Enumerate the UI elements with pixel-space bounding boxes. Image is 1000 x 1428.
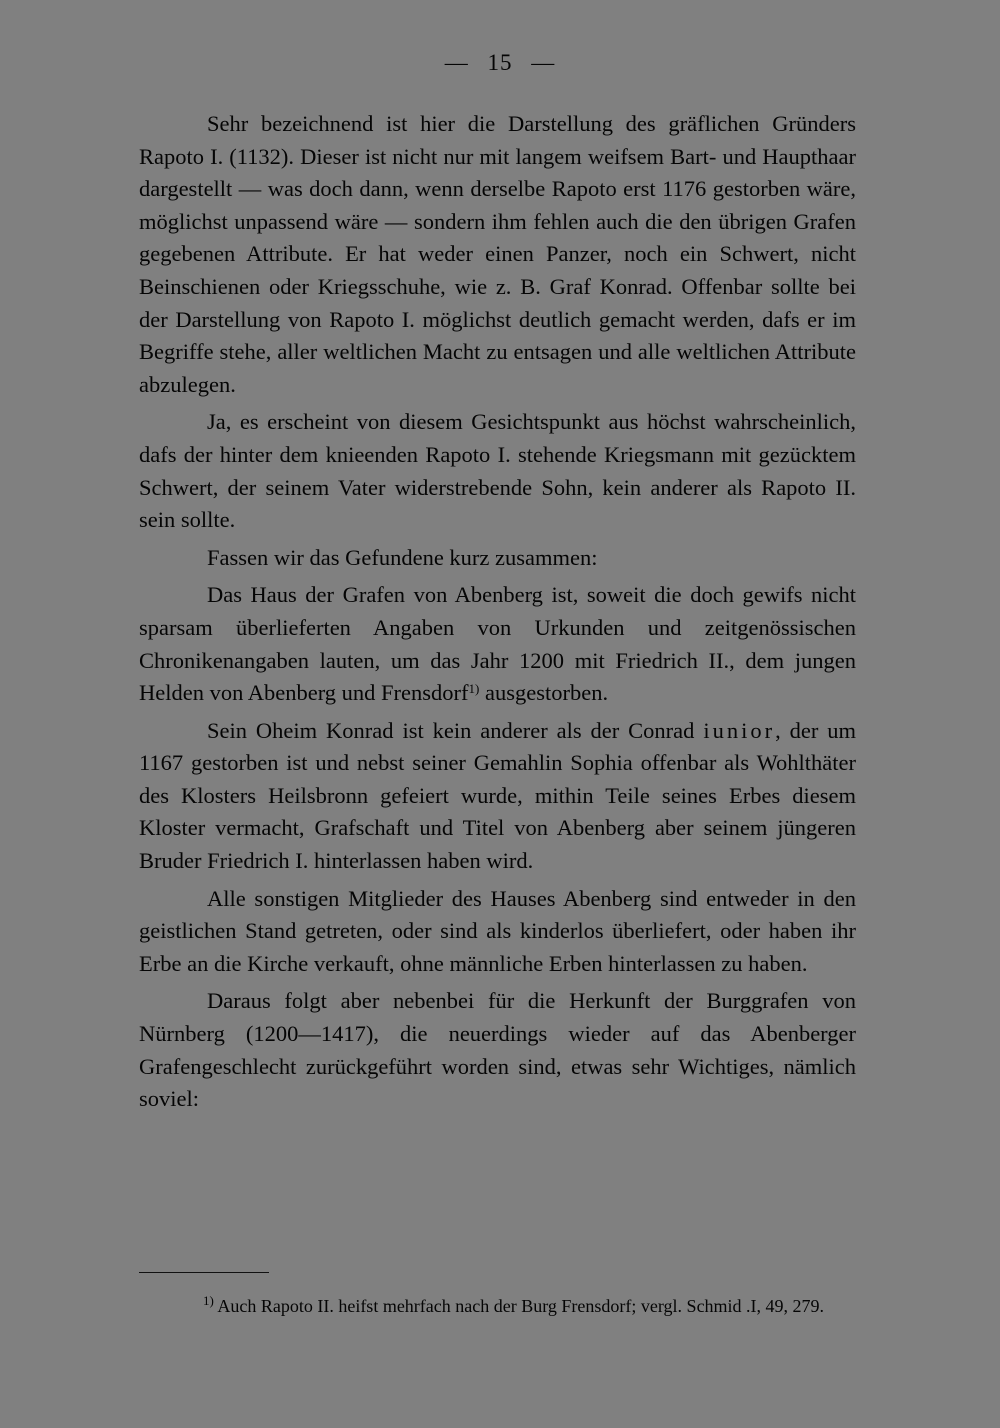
footnote-divider xyxy=(139,1272,269,1273)
paragraph-5-start: Sein Oheim Konrad ist kein anderer als der Conrad xyxy=(207,717,704,743)
spaced-emphasis: iunior xyxy=(703,717,776,743)
paragraph-5 xyxy=(139,715,856,878)
footnote xyxy=(139,1294,861,1318)
page-number: — 15 — xyxy=(444,50,556,75)
paragraph-5-rest: , der um 1167 gestorben ist und nebst seiner Gemahlin Sophia offenbar als Wohlthäter des Klosters Heilsbronn gefeiert wurde, mithin Teile seines Erbes diesem Kloster vermacht, Grafschaft und Titel von Abenberg aber seinem jüngeren Bruder Friedrich I. hinterlassen haben wird. xyxy=(139,717,857,874)
footnote-reference: 1) xyxy=(468,681,480,697)
paragraph-3: Fassen wir das Gefundene kurz zusammen: xyxy=(207,544,598,570)
paragraph-4-text: Das Haus der Grafen von Abenberg ist, soweit die doch gewifs nicht sparsam überlieferten Angaben von Urkunden und zeitgenössischen Chronikenangaben lauten, um das Jahr 1200 mit Friedrich II., dem jungen Helden von Abenberg und Frensdorf xyxy=(139,582,856,706)
paragraph-4 xyxy=(139,579,856,709)
footnote-mark: 1) xyxy=(203,1293,214,1308)
paragraph-1: Sehr bezeichnend ist hier die Darstellung des gräflichen Gründers Rapoto I. (1132). Dieser ist nicht nur mit langem weifsem Bart- und Haupthaar dargestellt — was doch dann, wenn derselbe Rapoto erst 1176 gestorben wäre, möglichst unpassend wäre — sondern ihm fehlen auch die den übrigen Grafen gegebenen Attribute. Er hat weder einen Panzer, noch ein Schwert, nicht Beinschienen oder Kriegsschuhe, wie z. B. Graf Konrad. Offenbar sollte bei der Darstellung von Rapoto I. möglichst deutlich gemacht werden, dafs er im Begriffe stehe, aller weltlichen Macht zu entsagen und alle weltlichen Attribute abzulegen. xyxy=(139,111,856,397)
paragraph-6: Alle sonstigen Mitglieder des Hauses Abenberg sind entweder in den geistlichen Stand getreten, oder sind als kinderlos überliefert, oder haben ihr Erbe an die Kirche verkauft, ohne männliche Erben hinterlassen zu haben. xyxy=(139,885,856,976)
paragraph-4-ending: ausgestorben. xyxy=(479,680,609,706)
body-text xyxy=(139,108,856,1116)
paragraph-7: Daraus folgt aber nebenbei für die Herkunft der Burggrafen von Nürnberg (1200—1417), die neuerdings wieder auf das Abenberger Grafengeschlecht zurückgeführt worden sind, etwas sehr Wichtiges, nämlich soviel: xyxy=(139,988,856,1112)
paragraph-2: Ja, es erscheint von diesem Gesichtspunkt aus höchst wahrscheinlich, dafs der hinter dem knieenden Rapoto I. stehende Kriegsmann mit gezücktem Schwert, der seinem Vater widerstrebende Sohn, kein anderer als Rapoto II. sein sollte. xyxy=(139,409,856,533)
footnote-text: Auch Rapoto II. heifst mehrfach nach der Burg Frensdorf; vergl. Schmid .I, 49, 279. xyxy=(213,1296,825,1316)
